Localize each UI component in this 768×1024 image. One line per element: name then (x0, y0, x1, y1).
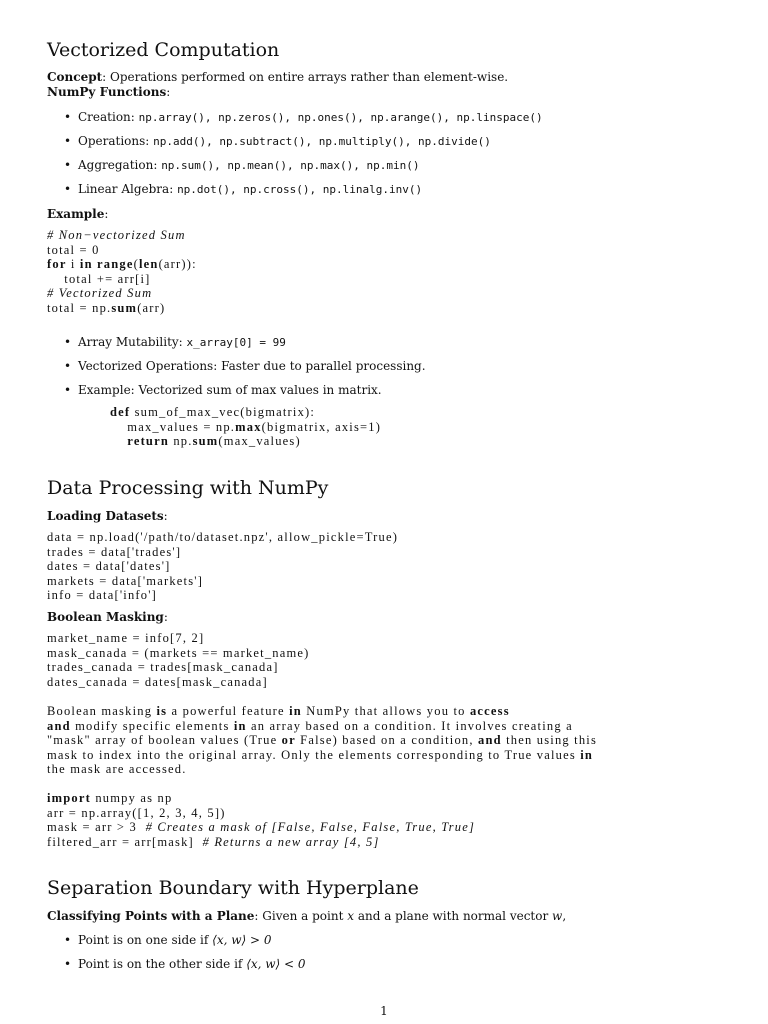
code-keyword: range (97, 257, 134, 271)
code-text: np. (169, 434, 193, 448)
code-text: "mask" array of boolean values (True (47, 733, 282, 747)
list-item-label: Operations: (78, 134, 154, 148)
list-item-math: ⟨x, w⟩ > 0 (212, 933, 272, 947)
boolean-masking-colon: : (163, 610, 168, 624)
list-item-label: Point is on one side if (78, 933, 213, 947)
numpy-functions-list (64, 110, 543, 197)
list-item (64, 383, 426, 398)
code-line: trades = data['trades'] (47, 544, 182, 559)
code-text: then using this (501, 733, 598, 747)
code-line: total += arr[i] (47, 271, 151, 286)
list-item (64, 957, 306, 972)
numpy-functions-label: NumPy Functions (47, 85, 167, 99)
code-text: Boolean masking (47, 704, 157, 718)
concept-text: : Operations performed on entire arrays rather than element-wise. (102, 70, 509, 84)
code-line: dates_canada = dates[mask_canada] (47, 674, 268, 689)
code-block-sum (47, 228, 197, 315)
code-block-numpy-mask (47, 791, 475, 849)
code-block-paragraph (47, 704, 597, 777)
code-text: (bigmatrix, axis=1) (261, 419, 382, 434)
code-keyword: in (79, 257, 93, 271)
concept-line (47, 70, 508, 85)
page-number: 1 (380, 1004, 388, 1018)
code-keyword: max (235, 419, 262, 434)
list-item-label: Linear Algebra: (78, 182, 178, 196)
loading-datasets-heading (47, 509, 168, 524)
code-line: total = 0 (47, 242, 100, 257)
code-line: mask_canada = (markets == market_name) (47, 645, 310, 660)
code-block-loading (47, 530, 398, 603)
list-item-code: np.dot(), np.cross(), np.linalg.inv() (177, 183, 423, 196)
code-text: numpy as np (91, 791, 173, 805)
code-keyword: def (110, 405, 131, 419)
section-title-vectorized: Vectorized Computation (47, 39, 280, 61)
code-text: the mask are accessed. (47, 762, 187, 776)
loading-datasets-colon: : (163, 509, 168, 523)
list-item-label: Point is on the other side if (78, 957, 247, 971)
vectorized-notes-list (64, 335, 426, 398)
list-item-label: Example: Vectorized sum of max values in matrix. (78, 383, 382, 397)
list-item (64, 134, 543, 149)
code-keyword: sum (192, 434, 219, 448)
hyperplane-side-list (64, 933, 306, 972)
code-text: an array based on a condition. It involves creating a (246, 718, 573, 733)
code-line: markets = data['markets'] (47, 573, 204, 588)
code-text: (arr)): (158, 257, 197, 271)
boolean-masking-label: Boolean Masking (47, 610, 164, 624)
code-text: mask = arr > 3 (47, 820, 146, 834)
example-colon: : (104, 207, 109, 221)
math-x: x (347, 909, 354, 923)
list-item-label: Aggregation: (78, 158, 162, 172)
numpy-functions-colon: : (166, 85, 171, 99)
code-keyword: in (580, 747, 594, 762)
list-item-label: Array Mutability: (78, 335, 187, 349)
code-line: market_name = info[7, 2] (47, 631, 205, 645)
list-item-math: ⟨x, w⟩ < 0 (246, 957, 306, 971)
code-text: filtered_arr = arr[mask] (47, 834, 203, 849)
code-text: ( (133, 257, 139, 271)
code-line: info = data['info'] (47, 588, 158, 602)
code-keyword: in (233, 718, 247, 733)
code-text: i (66, 257, 80, 271)
code-text: False) based on a condition, (295, 733, 479, 747)
code-keyword: in (289, 704, 302, 718)
numpy-functions-heading (47, 85, 170, 100)
section-title-hyperplane: Separation Boundary with Hyperplane (47, 877, 419, 899)
code-text: (max_values) (218, 434, 301, 448)
code-block-masking (47, 631, 310, 689)
list-item-code: np.array(), np.zeros(), np.ones(), np.arange(), np.linspace() (138, 111, 543, 124)
code-text: total = np. (47, 300, 112, 315)
lead-text: : Given a point (254, 909, 348, 923)
code-keyword: sum (111, 300, 138, 315)
code-keyword: is (156, 704, 168, 718)
classifying-points-line (47, 909, 566, 924)
list-item-code: np.add(), np.subtract(), np.multiply(), np.divide() (153, 135, 491, 148)
code-keyword: and (478, 733, 502, 747)
lead-text: and a plane with normal vector (354, 909, 553, 923)
code-text: (arr) (137, 300, 166, 315)
code-keyword: for (47, 257, 67, 271)
list-item-label: Vectorized Operations: Faster due to parallel processing. (78, 359, 426, 373)
code-comment: # Creates a mask of [False, False, False, True, True] (145, 820, 476, 834)
code-block-max-vec (110, 405, 381, 449)
loading-datasets-label: Loading Datasets (47, 509, 164, 523)
code-comment: # Non−vectorized Sum (47, 228, 186, 242)
code-text: max_values = np. (110, 419, 236, 434)
boolean-masking-heading (47, 610, 168, 625)
example-label: Example (47, 207, 105, 221)
code-comment: # Returns a new array [4, 5] (202, 834, 380, 849)
list-item (64, 335, 426, 350)
code-keyword: or (281, 733, 296, 747)
code-line: trades_canada = trades[mask_canada] (47, 660, 279, 674)
code-line: dates = data['dates'] (47, 559, 171, 573)
code-comment: # Vectorized Sum (47, 286, 153, 300)
code-text: NumPy that allows you to (301, 704, 470, 718)
code-keyword: access (469, 704, 510, 718)
math-w: w (552, 909, 563, 923)
code-text: sum_of_max_vec(bigmatrix): (130, 405, 316, 419)
lead-text: , (562, 909, 567, 923)
code-line: data = np.load('/path/to/dataset.npz', allow_pickle=True) (47, 530, 399, 544)
concept-label: Concept (47, 70, 103, 84)
list-item (64, 110, 543, 125)
list-item (64, 182, 543, 197)
list-item (64, 158, 543, 173)
code-keyword: len (138, 257, 159, 271)
code-text: modify specific elements (70, 718, 234, 733)
list-item (64, 359, 426, 374)
list-item-code: np.sum(), np.mean(), np.max(), np.min() (161, 159, 420, 172)
example-heading (47, 207, 108, 222)
code-text: a powerful feature (167, 704, 290, 718)
code-keyword: and (47, 718, 71, 733)
list-item-label: Creation: (78, 110, 139, 124)
code-text: mask to index into the original array. Only the elements corresponding to True values (47, 747, 581, 762)
list-item-code: x_array[0] = 99 (186, 336, 286, 349)
code-line: arr = np.array([1, 2, 3, 4, 5]) (47, 805, 226, 820)
classifying-points-label: Classifying Points with a Plane (47, 909, 255, 923)
code-keyword: import (47, 791, 91, 805)
list-item (64, 933, 306, 948)
code-keyword: return (110, 434, 169, 448)
section-title-data-processing: Data Processing with NumPy (47, 477, 329, 499)
